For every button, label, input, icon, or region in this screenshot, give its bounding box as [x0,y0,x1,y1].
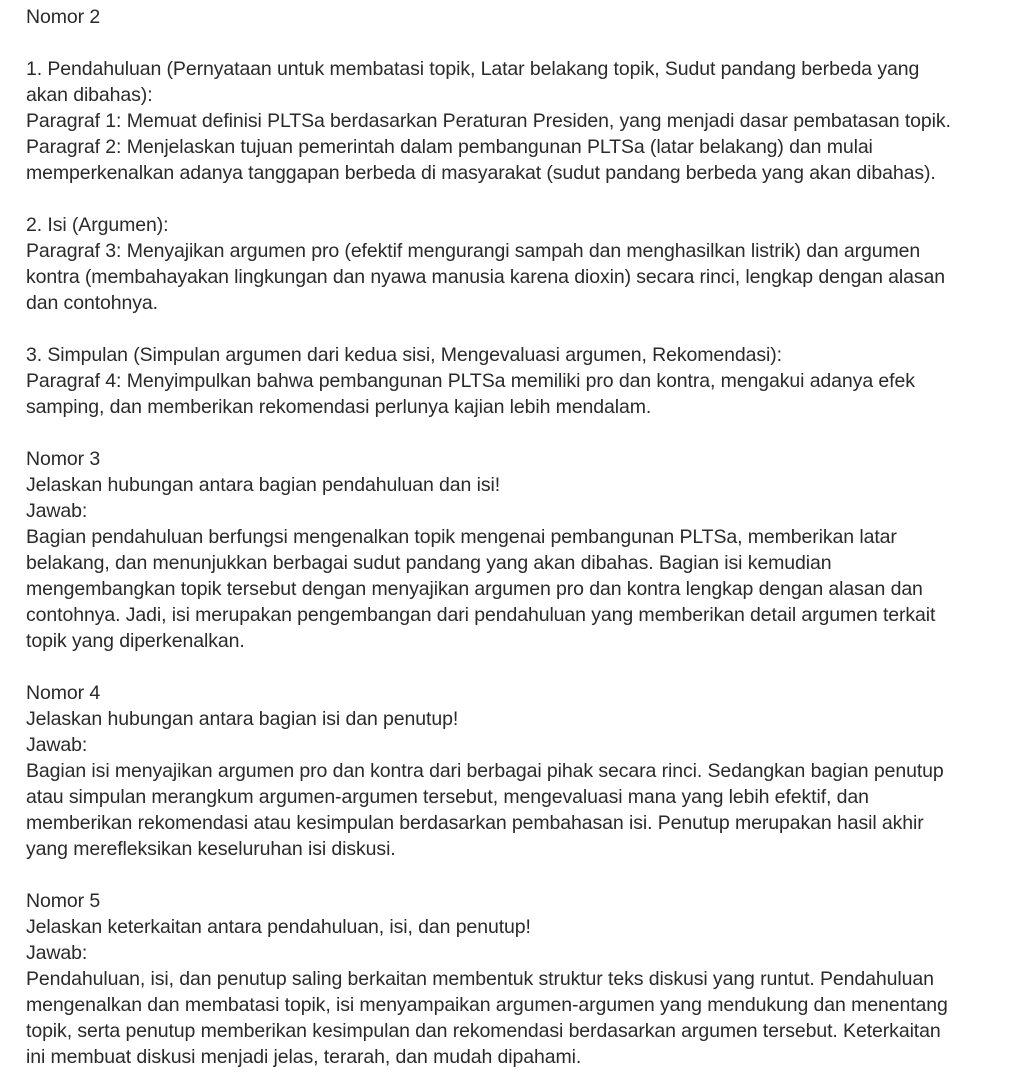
document-body [26,4,1016,1068]
text-line: samping, dan memberikan rekomendasi perlunya kajian lebih mendalam. [26,396,652,418]
text-line: yang merefleksikan keseluruhan isi diskusi. [26,838,396,860]
text-line: mengenalkan dan membatasi topik, isi menyampaikan argumen-argumen yang mendukung dan menentang [26,994,948,1016]
nomor3-question: Jelaskan hubungan antara bagian pendahuluan dan isi! [26,474,501,496]
text-line: topik, serta penutup memberikan kesimpulan dan rekomendasi berdasarkan argumen tersebut. Keterkaitan [26,1020,941,1042]
nomor2-isi-section [26,212,1016,316]
text-line: Paragraf 2: Menjelaskan tujuan pemerintah dalam pembangunan PLTSa (latar belakang) dan mulai [26,136,873,158]
text-line: memberikan rekomendasi atau kesimpulan berdasarkan pembahasan isi. Penutup merupakan hasil akhir [26,812,924,834]
text-line: 2. Isi (Argumen): [26,214,169,236]
spacer [26,316,1016,342]
text-line: Paragraf 1: Memuat definisi PLTSa berdasarkan Peraturan Presiden, yang menjadi dasar pembatasan topik. [26,110,951,132]
nomor2-heading: Nomor 2 [26,6,101,28]
text-line: contohnya. Jadi, isi merupakan pengembangan dari pendahuluan yang memberikan detail argumen terkait [26,604,936,626]
text-line: atau simpulan merangkum argumen-argumen tersebut, mengevaluasi mana yang lebih efektif, dan [26,786,869,808]
nomor5-question: Jelaskan keterkaitan antara pendahuluan, isi, dan penutup! [26,916,531,938]
nomor3-answer-label: Jawab: [26,500,88,522]
nomor2-pendahuluan-section [26,56,1016,186]
nomor5-heading: Nomor 5 [26,890,101,912]
text-line: mengembangkan topik tersebut dengan menyajikan argumen pro dan kontra lengkap dengan alasan dan [26,578,923,600]
nomor5-answer-label: Jawab: [26,942,88,964]
text-line: ini membuat diskusi menjadi jelas, terarah, dan mudah dipahami. [26,1046,582,1068]
text-line: memperkenalkan adanya tanggapan berbeda di masyarakat (sudut pandang berbeda yang akan dibahas). [26,162,936,184]
text-line: Paragraf 3: Menyajikan argumen pro (efektif mengurangi sampah dan menghasilkan listrik) dan argumen [26,240,921,262]
text-line: 3. Simpulan (Simpulan argumen dari kedua sisi, Mengevaluasi argumen, Rekomendasi): [26,344,782,366]
nomor5-section [26,888,1016,1068]
nomor4-answer-label: Jawab: [26,734,88,756]
text-line: dan contohnya. [26,292,158,314]
nomor3-section [26,446,1016,654]
nomor3-heading: Nomor 3 [26,448,101,470]
nomor4-question: Jelaskan hubungan antara bagian isi dan penutup! [26,708,459,730]
text-line: Paragraf 4: Menyimpulkan bahwa pembangunan PLTSa memiliki pro dan kontra, mengakui adanya efek [26,370,915,392]
text-line: Pendahuluan, isi, dan penutup saling berkaitan membentuk struktur teks diskusi yang runtut. Pendahuluan [26,968,934,990]
spacer [26,654,1016,680]
spacer [26,186,1016,212]
nomor2-simpulan-section [26,342,1016,420]
text-line: akan dibahas): [26,84,153,106]
text-line: topik yang diperkenalkan. [26,630,245,652]
spacer [26,30,1016,56]
nomor4-heading: Nomor 4 [26,682,101,704]
nomor4-section [26,680,1016,862]
spacer [26,420,1016,446]
spacer [26,862,1016,888]
text-line: Bagian pendahuluan berfungsi mengenalkan topik mengenai pembangunan PLTSa, memberikan latar [26,526,897,548]
text-line: 1. Pendahuluan (Pernyataan untuk membatasi topik, Latar belakang topik, Sudut pandang berbeda yang [26,58,920,80]
text-line: kontra (membahayakan lingkungan dan nyawa manusia karena dioxin) secara rinci, lengkap dengan alasan [26,266,945,288]
text-line: Bagian isi menyajikan argumen pro dan kontra dari berbagai pihak secara rinci. Sedangkan bagian penutup [26,760,944,782]
text-line: belakang, dan menunjukkan berbagai sudut pandang yang akan dibahas. Bagian isi kemudian [26,552,832,574]
